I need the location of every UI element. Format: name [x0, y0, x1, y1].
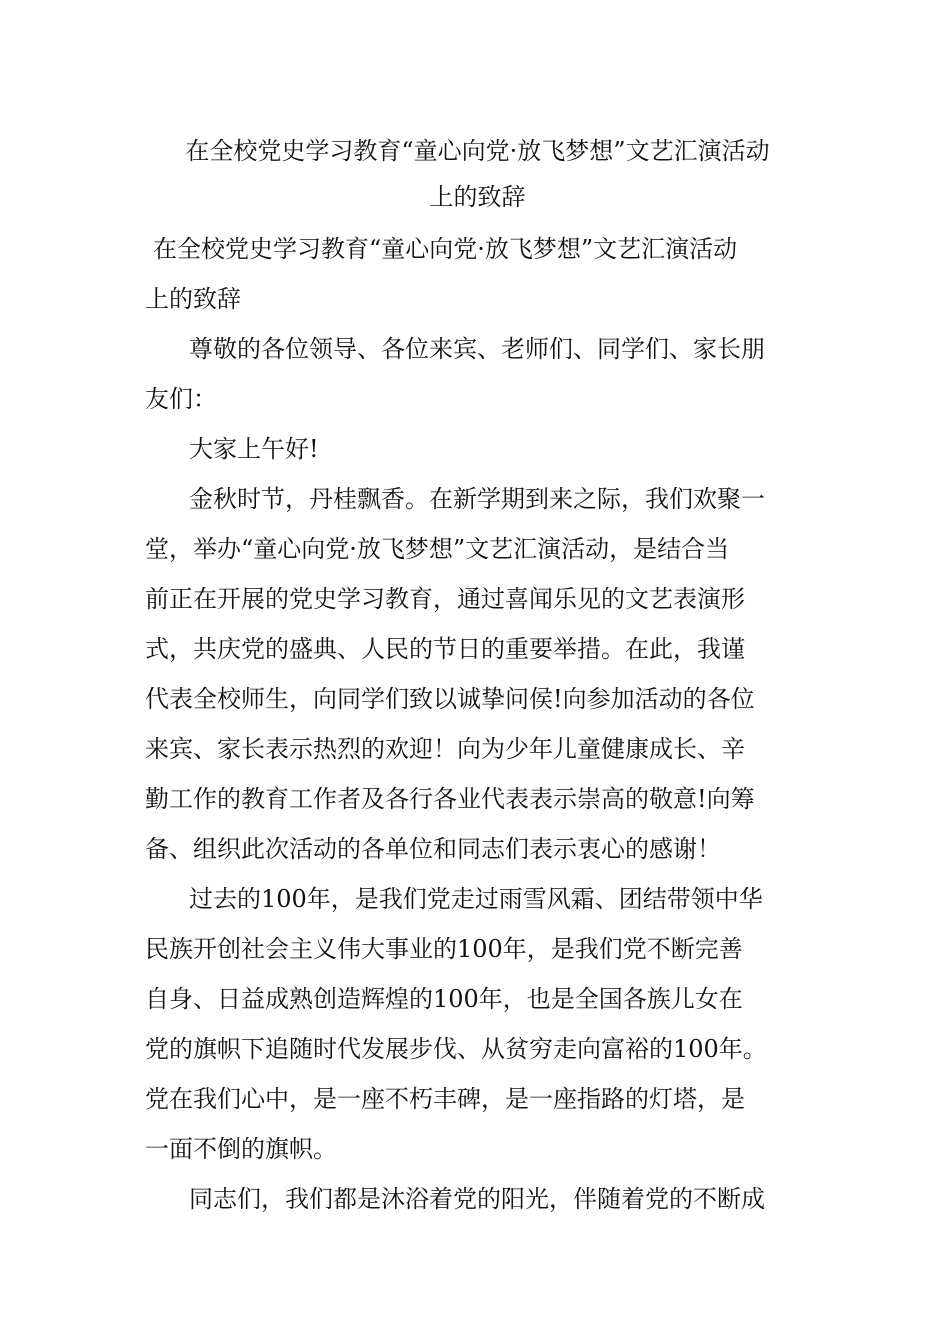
paragraph-line: 友们： — [145, 385, 217, 413]
body-text — [145, 324, 810, 1224]
paragraph-line: 代表全校师生，向同学们致以诚挚问侯!向参加活动的各位 — [145, 685, 755, 713]
repeated-title-line-2: 上的致辞 — [145, 285, 241, 313]
paragraph — [145, 874, 810, 1174]
paragraph — [145, 324, 810, 424]
paragraph-line: 金秋时节，丹桂飘香。在新学期到来之际，我们欢聚一 — [189, 485, 765, 513]
title-line-1: 在全校党史学习教育“童心向党·放飞梦想”文艺汇演活动 — [185, 137, 770, 165]
paragraph-line: 过去的100年，是我们党走过雨雪风霜、团结带领中华 — [189, 885, 763, 913]
title-line-2: 上的致辞 — [429, 183, 526, 211]
paragraph-line: 式，共庆党的盛典、人民的节日的重要举措。在此，我谨 — [145, 635, 745, 663]
paragraph-line: 党在我们心中，是一座不朽丰碑，是一座指路的灯塔，是 — [145, 1085, 745, 1113]
paragraph-line: 尊敬的各位领导、各位来宾、老师们、同学们、家长朋 — [189, 335, 765, 363]
repeated-title-line-1: 在全校党史学习教育“童心向党·放飞梦想”文艺汇演活动 — [153, 235, 738, 263]
paragraph-line: 勤工作的教育工作者及各行各业代表表示崇高的敬意!向筹 — [145, 785, 755, 813]
paragraph-line: 一面不倒的旗帜。 — [145, 1135, 337, 1163]
document-title — [145, 128, 810, 220]
paragraph-line: 备、组织此次活动的各单位和同志们表示衷心的感谢！ — [145, 835, 721, 863]
paragraph — [145, 424, 810, 474]
paragraph-line: 民族开创社会主义伟大事业的100年，是我们党不断完善 — [145, 935, 743, 963]
paragraph-line: 堂，举办“童心向党·放飞梦想”文艺汇演活动，是结合当 — [145, 535, 730, 563]
paragraph-line: 前正在开展的党史学习教育，通过喜闻乐见的文艺表演形 — [145, 585, 745, 613]
paragraph-line: 来宾、家长表示热烈的欢迎！向为少年儿童健康成长、辛 — [145, 735, 745, 763]
paragraph-line: 自身、日益成熟创造辉煌的100年，也是全国各族儿女在 — [145, 985, 743, 1013]
paragraph-line: 党的旗帜下追随时代发展步伐、从贫穷走向富裕的100年。 — [145, 1035, 767, 1063]
paragraph — [145, 474, 810, 874]
paragraph-line: 同志们，我们都是沐浴着党的阳光，伴随着党的不断成 — [189, 1185, 765, 1213]
paragraph — [145, 1174, 810, 1224]
paragraph-line: 大家上午好! — [189, 435, 319, 463]
